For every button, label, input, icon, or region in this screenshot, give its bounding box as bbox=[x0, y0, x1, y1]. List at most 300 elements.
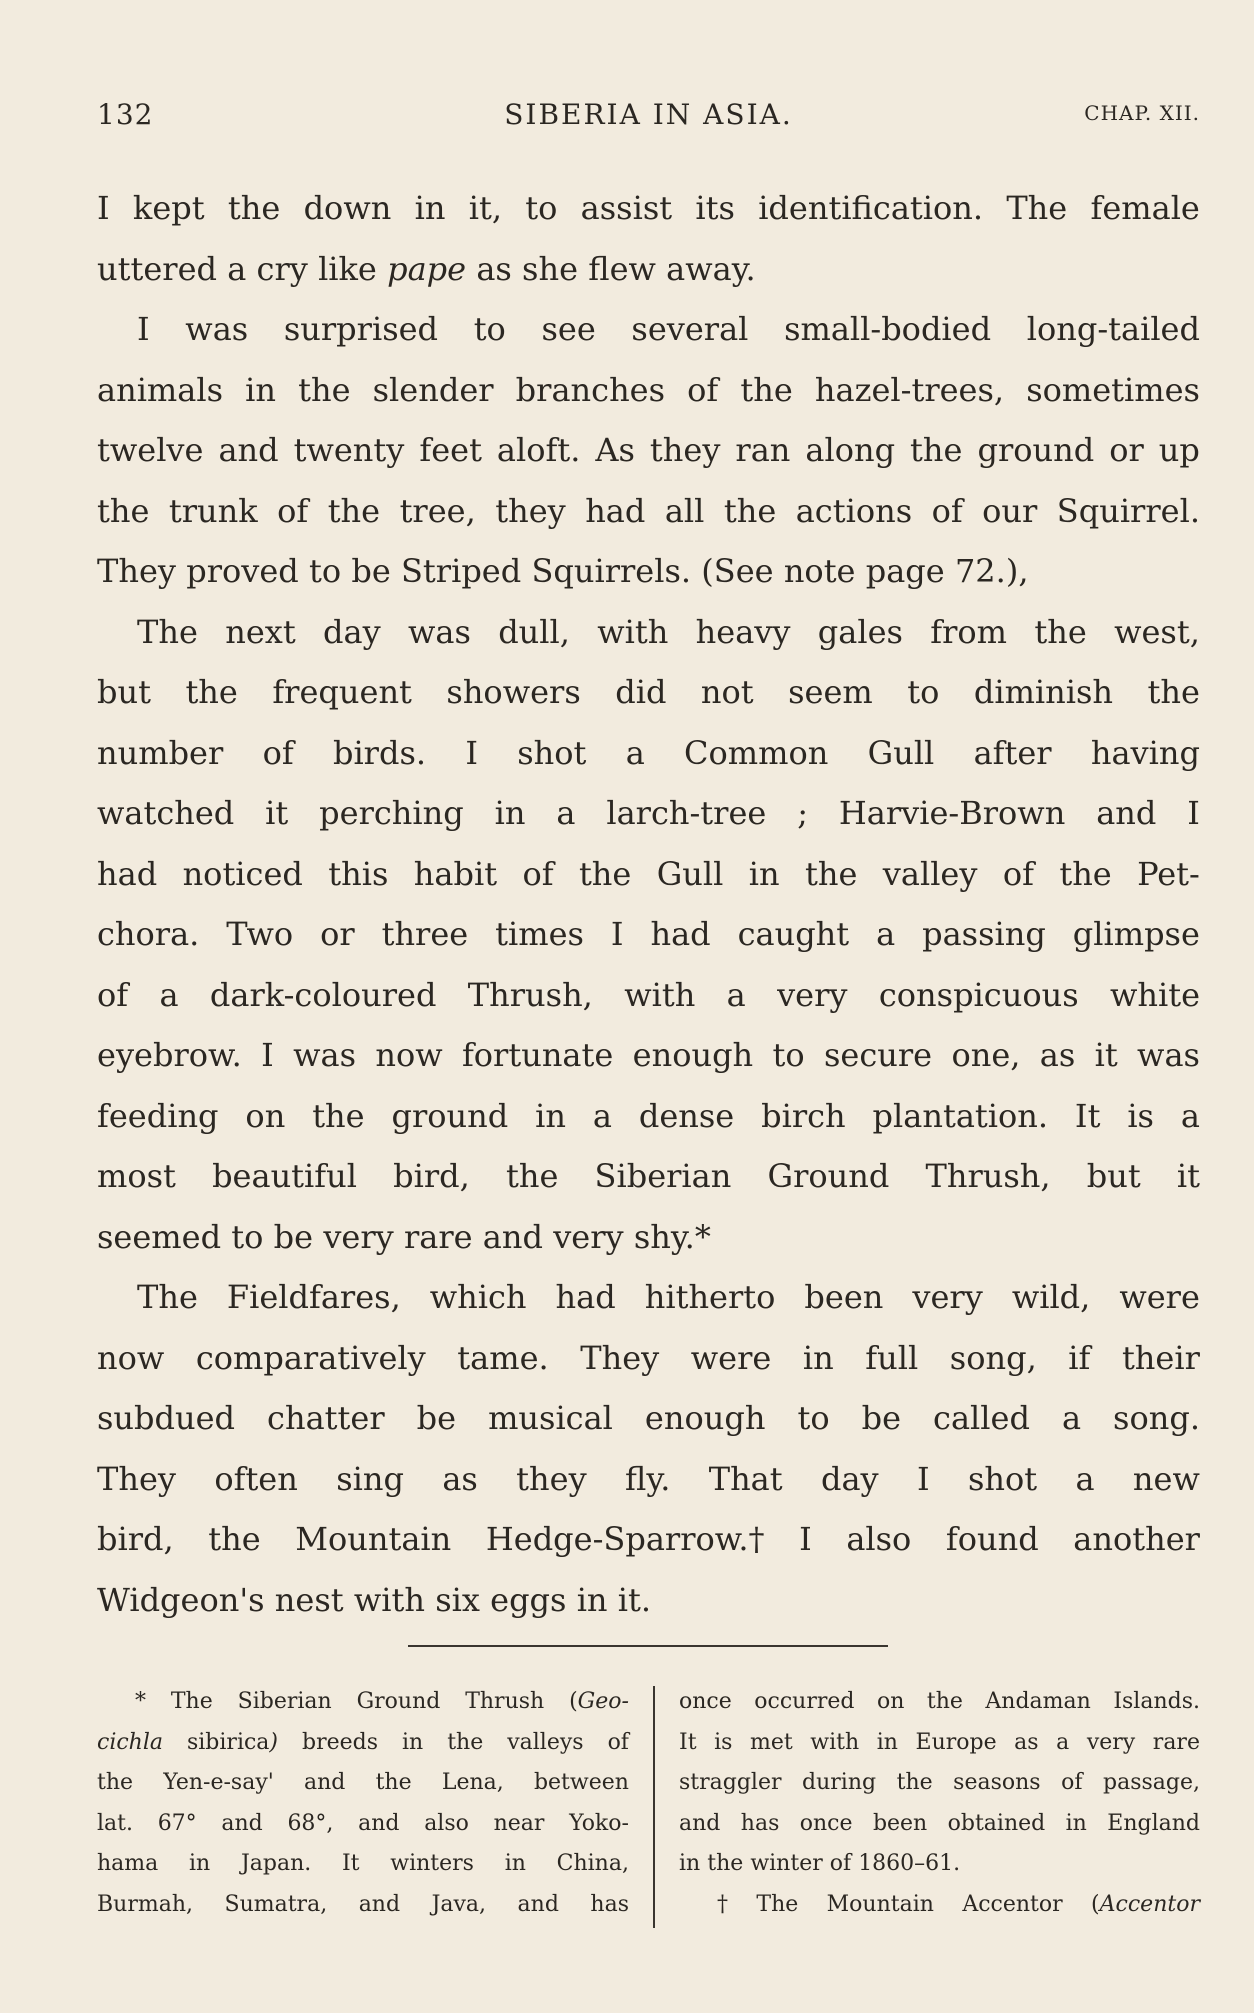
word: in bbox=[504, 1851, 526, 1876]
word: and bbox=[221, 1810, 263, 1836]
word: it, bbox=[468, 189, 502, 227]
main-text bbox=[97, 178, 1200, 1630]
text-line bbox=[97, 1570, 1200, 1631]
word: Squirrels. bbox=[531, 552, 692, 590]
word: fortunate bbox=[461, 1036, 614, 1074]
word: I bbox=[1187, 794, 1200, 832]
word: very bbox=[323, 1217, 394, 1256]
word: its bbox=[695, 189, 735, 227]
word: the bbox=[312, 1096, 365, 1135]
word: be bbox=[273, 1217, 314, 1256]
word: fly. bbox=[625, 1459, 671, 1498]
word: had bbox=[97, 854, 158, 893]
word: Gull bbox=[867, 733, 935, 772]
word: shot bbox=[517, 733, 587, 772]
word: of bbox=[97, 975, 129, 1014]
word: Harvie-Brown bbox=[838, 794, 1066, 832]
word: they bbox=[516, 1459, 587, 1498]
word: Yen-e-say' bbox=[163, 1770, 274, 1795]
word: a bbox=[1075, 1459, 1095, 1498]
word: of bbox=[522, 854, 554, 893]
word: to bbox=[473, 310, 506, 348]
word: of bbox=[1061, 1770, 1083, 1795]
word: also bbox=[846, 1520, 912, 1558]
word: it bbox=[265, 794, 289, 832]
word: note bbox=[783, 552, 856, 590]
word: to bbox=[797, 1399, 830, 1437]
word: Andaman bbox=[985, 1689, 1091, 1714]
word: Sumatra, bbox=[224, 1891, 328, 1917]
word: on bbox=[876, 1689, 905, 1714]
word: and bbox=[358, 1810, 400, 1836]
word: occurred bbox=[754, 1689, 855, 1714]
word: often bbox=[214, 1459, 298, 1498]
word: flew bbox=[588, 249, 656, 288]
word: the bbox=[1147, 673, 1200, 711]
word: winter bbox=[750, 1851, 823, 1876]
text-line bbox=[97, 602, 1200, 663]
text-line bbox=[97, 723, 1200, 784]
word: Two bbox=[226, 915, 294, 953]
word: hitherto bbox=[644, 1278, 776, 1316]
word: a bbox=[227, 249, 247, 288]
word: as bbox=[1014, 1729, 1039, 1755]
word: rare bbox=[1152, 1729, 1200, 1755]
word: eggs bbox=[490, 1580, 567, 1619]
word: tame. bbox=[457, 1338, 549, 1377]
word: new bbox=[1132, 1459, 1200, 1498]
word: obtained bbox=[947, 1810, 1046, 1836]
word: nest bbox=[274, 1580, 344, 1619]
footnote-line bbox=[97, 1682, 629, 1723]
word: in bbox=[535, 1096, 566, 1135]
word: chatter bbox=[267, 1399, 385, 1437]
word: tree, bbox=[399, 491, 476, 530]
word: the bbox=[227, 189, 281, 227]
word: of bbox=[262, 733, 294, 772]
word: or bbox=[1109, 431, 1144, 469]
word: lat. bbox=[97, 1810, 133, 1836]
word: the bbox=[910, 431, 963, 469]
word: down bbox=[303, 189, 392, 227]
word: 68°, bbox=[287, 1810, 334, 1836]
word: bird, bbox=[393, 1157, 470, 1195]
word: to bbox=[525, 189, 558, 227]
word: small-bodied bbox=[784, 310, 992, 348]
word: enough bbox=[644, 1399, 766, 1437]
word: in bbox=[189, 1851, 211, 1876]
word: seemed bbox=[97, 1217, 222, 1256]
text-line bbox=[97, 1086, 1200, 1147]
word: Mountain bbox=[826, 1891, 934, 1917]
word: I bbox=[137, 310, 150, 348]
word: larch-tree bbox=[606, 794, 767, 832]
word: gales bbox=[817, 612, 903, 651]
word: away. bbox=[666, 249, 756, 288]
word: to bbox=[772, 1036, 805, 1074]
word: (Accentor bbox=[1091, 1891, 1200, 1917]
word: and bbox=[218, 431, 279, 469]
word: the bbox=[208, 1520, 261, 1558]
word: called bbox=[933, 1399, 1030, 1437]
word: it bbox=[1176, 1157, 1200, 1195]
text-line bbox=[97, 299, 1200, 360]
word: Islands. bbox=[1113, 1689, 1200, 1714]
word: sing bbox=[336, 1459, 404, 1498]
word: pape bbox=[387, 249, 467, 288]
word: I bbox=[261, 1036, 274, 1074]
footnote-rule bbox=[408, 1645, 888, 1647]
word: is bbox=[1127, 1096, 1154, 1135]
word: seasons bbox=[953, 1770, 1041, 1795]
word: a bbox=[876, 915, 896, 953]
word: frequent bbox=[272, 673, 412, 711]
word: times bbox=[495, 915, 584, 953]
word: caught bbox=[737, 915, 850, 953]
word: next bbox=[225, 612, 296, 651]
word: I bbox=[610, 915, 624, 953]
word: They bbox=[97, 1459, 176, 1498]
word: Mountain bbox=[295, 1520, 452, 1558]
word: be bbox=[861, 1399, 902, 1437]
word: birch bbox=[761, 1096, 846, 1135]
word: were bbox=[1119, 1278, 1200, 1316]
word: the bbox=[740, 370, 793, 409]
word: in bbox=[414, 189, 446, 227]
word: of bbox=[277, 491, 309, 530]
word: song. bbox=[1113, 1399, 1200, 1437]
text-line bbox=[97, 178, 1200, 239]
word: and bbox=[482, 1217, 543, 1256]
word: chora. bbox=[97, 915, 200, 953]
word: heavy bbox=[695, 612, 791, 651]
word: Thrush bbox=[465, 1689, 545, 1714]
word: with bbox=[624, 975, 696, 1014]
word: song, bbox=[949, 1338, 1037, 1377]
footnote-line bbox=[97, 1723, 629, 1764]
word: Lena, bbox=[441, 1770, 504, 1795]
word: comparatively bbox=[195, 1338, 426, 1377]
word: the bbox=[805, 854, 858, 893]
word: very bbox=[777, 975, 848, 1014]
word: in bbox=[1065, 1810, 1087, 1836]
word: is bbox=[714, 1729, 733, 1755]
word: diminish bbox=[973, 673, 1114, 711]
word: watched bbox=[97, 794, 235, 832]
word: the bbox=[896, 1770, 933, 1795]
word: be bbox=[416, 1399, 457, 1437]
word: and bbox=[304, 1770, 346, 1795]
word: slender bbox=[372, 370, 494, 409]
word: They bbox=[580, 1338, 660, 1377]
word: has bbox=[740, 1810, 780, 1836]
text-line bbox=[97, 239, 1200, 300]
word: has bbox=[590, 1891, 629, 1917]
word: it bbox=[1094, 1036, 1118, 1074]
footnote-line bbox=[97, 1844, 629, 1885]
footnote-column-right bbox=[679, 1682, 1200, 1925]
word: beautiful bbox=[212, 1157, 357, 1195]
word: another bbox=[1073, 1520, 1200, 1558]
word: up bbox=[1158, 431, 1200, 469]
word: with bbox=[353, 1580, 425, 1619]
word: England bbox=[1107, 1810, 1200, 1836]
word: Burmah, bbox=[97, 1891, 193, 1917]
word: near bbox=[493, 1810, 545, 1836]
word: number bbox=[97, 733, 224, 772]
word: birds. bbox=[332, 733, 427, 772]
word: breeds bbox=[302, 1729, 379, 1755]
word: the bbox=[447, 1729, 484, 1755]
word: in bbox=[876, 1729, 898, 1755]
word: Thrush, bbox=[925, 1157, 1051, 1195]
footnote-line bbox=[679, 1763, 1200, 1804]
footnote-line bbox=[97, 1804, 629, 1845]
word: Accentor bbox=[962, 1891, 1063, 1917]
word: assist bbox=[580, 189, 673, 227]
word: having bbox=[1090, 733, 1200, 772]
word: branches bbox=[515, 370, 666, 409]
word: the bbox=[298, 370, 351, 409]
word: a bbox=[159, 975, 179, 1014]
running-title: SIBERIA IN ASIA. bbox=[504, 98, 793, 131]
word: actions bbox=[795, 491, 913, 530]
word: kept bbox=[132, 189, 205, 227]
word: dull, bbox=[498, 612, 570, 651]
text-line bbox=[97, 1388, 1200, 1449]
chapter-label: CHAP. XII. bbox=[1084, 101, 1200, 125]
word: in bbox=[802, 1338, 834, 1377]
text-line bbox=[97, 360, 1200, 421]
word: secure bbox=[823, 1036, 933, 1074]
word: found bbox=[945, 1520, 1039, 1558]
word: they bbox=[495, 491, 566, 530]
word: winters bbox=[390, 1851, 474, 1876]
word: and bbox=[358, 1891, 401, 1917]
text-line bbox=[97, 1449, 1200, 1510]
footnotes bbox=[97, 1682, 1200, 1922]
text-line bbox=[97, 1267, 1200, 1328]
word: was bbox=[1137, 1036, 1200, 1074]
word: a bbox=[625, 733, 645, 772]
word: ; bbox=[797, 794, 808, 832]
word: with bbox=[597, 612, 669, 651]
word: * bbox=[135, 1689, 146, 1714]
word: Fieldfares, bbox=[226, 1278, 401, 1316]
footnote-line bbox=[679, 1723, 1200, 1764]
word: seem bbox=[788, 673, 873, 711]
word: a bbox=[556, 794, 576, 832]
word: Pet- bbox=[1137, 854, 1200, 893]
word: did bbox=[615, 673, 667, 711]
word: Japan. bbox=[240, 1851, 312, 1876]
footnote-line bbox=[679, 1844, 1200, 1885]
word: It bbox=[341, 1851, 360, 1876]
word: and bbox=[679, 1810, 721, 1836]
word: six bbox=[435, 1580, 480, 1619]
word: like bbox=[318, 249, 377, 288]
footnote-column-divider bbox=[653, 1686, 655, 1928]
word: hama bbox=[97, 1851, 159, 1876]
word: passing bbox=[922, 915, 1046, 953]
word: cichla bbox=[97, 1729, 163, 1755]
word: dense bbox=[638, 1096, 735, 1135]
word: day bbox=[820, 1459, 879, 1498]
word: 1860–61. bbox=[858, 1851, 961, 1876]
word: the bbox=[97, 1770, 134, 1795]
word: showers bbox=[446, 673, 581, 711]
word: full bbox=[865, 1338, 919, 1377]
word: once bbox=[679, 1689, 732, 1714]
word: the bbox=[926, 1689, 963, 1714]
word: musical bbox=[488, 1399, 613, 1437]
word: she bbox=[522, 249, 579, 288]
word: hazel-trees, bbox=[814, 370, 1005, 409]
word: to bbox=[231, 1217, 264, 1256]
page-number: 132 bbox=[97, 98, 154, 131]
word: eyebrow. bbox=[97, 1036, 242, 1074]
word: animals bbox=[97, 370, 223, 409]
word: several bbox=[631, 310, 749, 348]
word: Java, bbox=[431, 1891, 487, 1917]
word: surprised bbox=[283, 310, 439, 348]
word: of bbox=[829, 1851, 852, 1876]
text-line bbox=[97, 904, 1200, 965]
word: the bbox=[375, 1770, 412, 1795]
word: The bbox=[756, 1891, 799, 1917]
word: noticed bbox=[182, 854, 303, 893]
word: As bbox=[595, 431, 635, 469]
word: west, bbox=[1114, 612, 1200, 651]
word: sometimes bbox=[1026, 370, 1200, 409]
word: Ground bbox=[767, 1157, 890, 1195]
word: conspicuous bbox=[878, 975, 1079, 1014]
word: one, bbox=[951, 1036, 1021, 1074]
word: proved bbox=[186, 552, 299, 590]
word: also bbox=[424, 1810, 469, 1836]
word: a bbox=[1180, 1096, 1200, 1135]
word: It bbox=[1074, 1096, 1101, 1135]
word: but bbox=[1086, 1157, 1141, 1195]
word: passage, bbox=[1103, 1770, 1200, 1795]
word: The bbox=[137, 612, 198, 651]
word: it. bbox=[617, 1580, 652, 1619]
word: on bbox=[245, 1096, 286, 1135]
word: all bbox=[664, 491, 705, 530]
word: glimpse bbox=[1072, 915, 1200, 953]
word: in bbox=[748, 854, 780, 893]
text-line bbox=[97, 1025, 1200, 1086]
word: (See bbox=[701, 552, 774, 590]
word: as bbox=[476, 249, 512, 288]
text-line bbox=[97, 1509, 1200, 1570]
word: the bbox=[1059, 854, 1112, 893]
word: be bbox=[351, 552, 391, 590]
word: valleys bbox=[507, 1729, 584, 1755]
word: if bbox=[1068, 1338, 1091, 1377]
word: identification. bbox=[758, 189, 984, 227]
word: ran bbox=[735, 431, 791, 469]
word: valley bbox=[882, 854, 978, 893]
word: which bbox=[429, 1278, 527, 1316]
word: ground bbox=[391, 1096, 509, 1135]
text-line bbox=[97, 662, 1200, 723]
word: enough bbox=[632, 1036, 754, 1074]
word: habit bbox=[413, 854, 498, 893]
word: feet bbox=[419, 431, 482, 469]
word: Europe bbox=[915, 1729, 997, 1755]
word: white bbox=[1109, 975, 1200, 1014]
text-line bbox=[97, 1146, 1200, 1207]
word: They bbox=[97, 552, 176, 590]
word: in bbox=[576, 1580, 608, 1619]
word: Thrush, bbox=[467, 975, 593, 1014]
word: had bbox=[585, 491, 646, 530]
word: a bbox=[726, 975, 746, 1014]
word: see bbox=[541, 310, 596, 348]
word: met bbox=[749, 1729, 793, 1755]
word: trunk bbox=[168, 491, 258, 530]
word: of bbox=[931, 491, 963, 530]
word: bird, bbox=[97, 1520, 174, 1558]
word: cry bbox=[256, 249, 308, 288]
word: Widgeon's bbox=[97, 1580, 265, 1619]
word: now bbox=[375, 1036, 443, 1074]
word: were bbox=[690, 1338, 772, 1377]
word: 67° bbox=[157, 1810, 197, 1836]
word: The bbox=[137, 1278, 198, 1316]
word: I bbox=[799, 1520, 812, 1558]
word: now bbox=[97, 1338, 165, 1377]
text-line bbox=[97, 1328, 1200, 1389]
word: twelve bbox=[97, 431, 204, 469]
word: after bbox=[973, 733, 1052, 772]
word: Siberian bbox=[594, 1157, 732, 1195]
word: this bbox=[328, 854, 389, 893]
word: but bbox=[97, 673, 151, 711]
word: feeding bbox=[97, 1096, 219, 1135]
word: not bbox=[700, 673, 754, 711]
word: I bbox=[97, 189, 110, 227]
word: aloft. bbox=[496, 431, 581, 469]
word: That bbox=[708, 1459, 783, 1498]
text-line bbox=[97, 965, 1200, 1026]
word: in bbox=[245, 370, 276, 409]
word: to bbox=[308, 552, 342, 590]
word: our bbox=[982, 491, 1038, 530]
word: during bbox=[802, 1770, 877, 1795]
word: Striped bbox=[401, 552, 522, 590]
word: perching bbox=[319, 794, 464, 832]
word: I bbox=[916, 1459, 930, 1498]
word: uttered bbox=[97, 249, 217, 288]
word: Siberian bbox=[237, 1689, 332, 1714]
word: page bbox=[865, 552, 945, 590]
word: of bbox=[687, 370, 719, 409]
word: long-tailed bbox=[1026, 310, 1200, 348]
word: in bbox=[402, 1729, 424, 1755]
word: the bbox=[1034, 612, 1087, 651]
word: shot bbox=[967, 1459, 1038, 1498]
word: of bbox=[607, 1729, 629, 1755]
word: was bbox=[293, 1036, 356, 1074]
word: or bbox=[320, 915, 355, 953]
word: once bbox=[799, 1810, 853, 1836]
word: Gull bbox=[656, 854, 724, 893]
running-head bbox=[97, 98, 1200, 142]
word: along bbox=[805, 431, 896, 469]
footnote-line bbox=[679, 1885, 1200, 1926]
